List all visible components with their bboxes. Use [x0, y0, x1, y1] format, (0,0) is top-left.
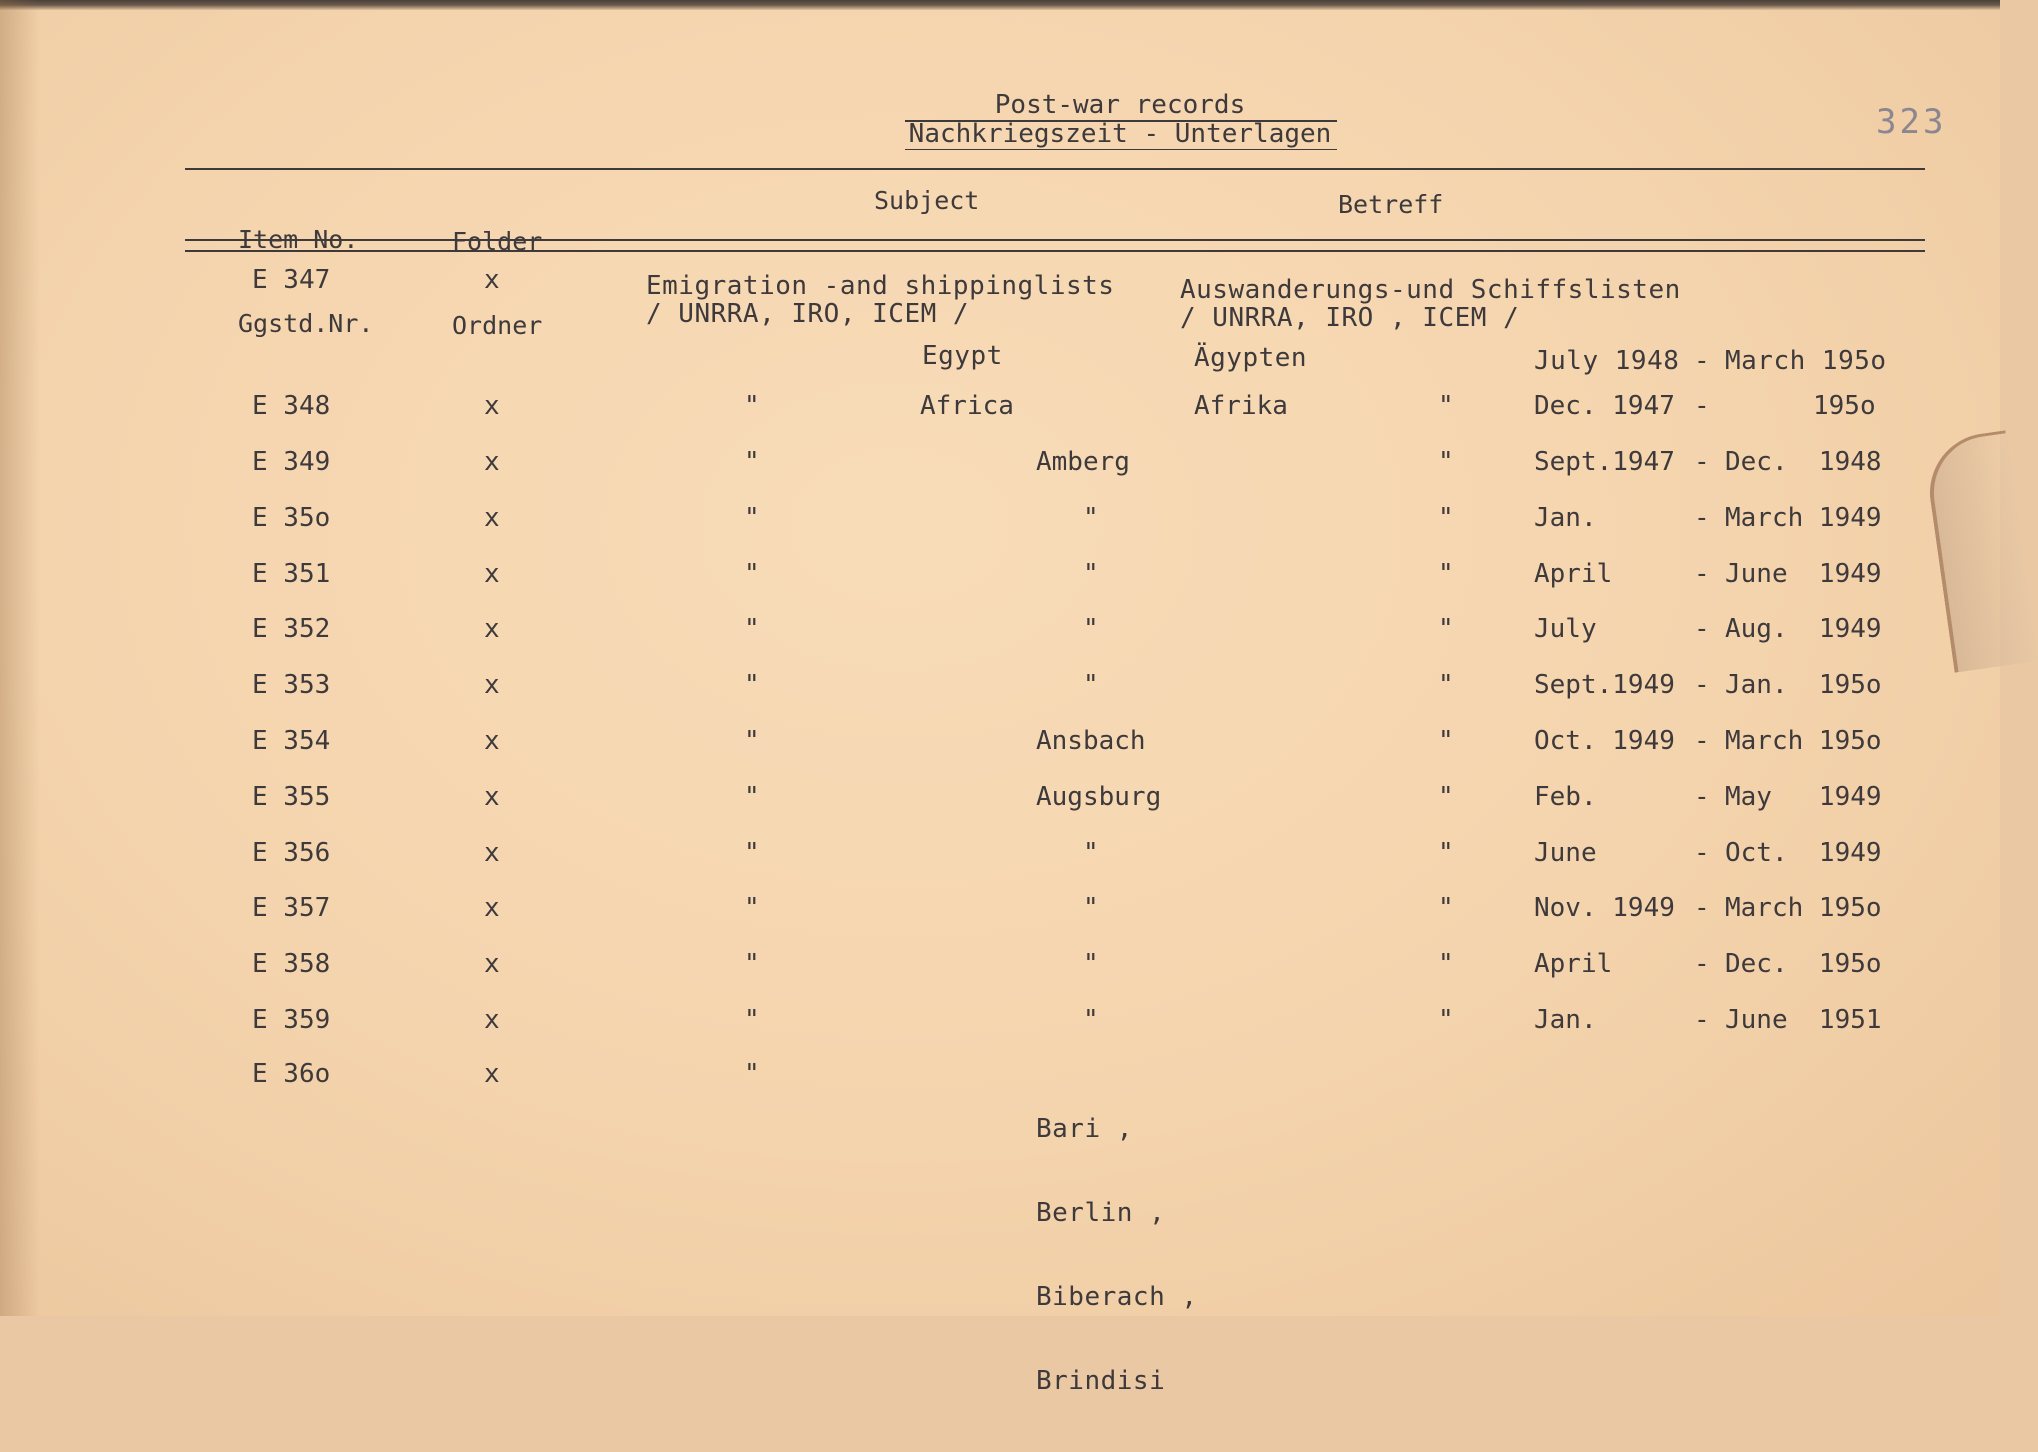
- col-header-item-en: Item No.: [238, 225, 359, 254]
- scan-top-edge: [0, 0, 2000, 10]
- date-from: Dec. 1947: [1534, 391, 1675, 421]
- date-to: Dec. 1948: [1725, 447, 1882, 477]
- country-german: Ägypten: [1194, 343, 1308, 373]
- place-name: ": [1036, 614, 1099, 644]
- date-from: Oct. 1949: [1534, 726, 1675, 756]
- folder-mark: x: [484, 391, 500, 421]
- title-english: Post-war records: [994, 90, 1246, 120]
- date-from: Feb.: [1534, 782, 1597, 812]
- title-german: Nachkriegszeit - Unterlagen: [908, 119, 1332, 149]
- table-row: [0, 781, 2000, 821]
- ditto-mark: ": [744, 670, 760, 700]
- folder-mark: x: [484, 726, 500, 756]
- place-name: ": [1036, 559, 1099, 589]
- col-header-betreff: Betreff: [1338, 190, 1444, 219]
- table-row: [0, 669, 2000, 709]
- date-to: 195o: [1813, 391, 1876, 421]
- folder-mark: x: [484, 949, 500, 979]
- place-name: Ansbach: [1036, 726, 1146, 756]
- col-header-folder-en: Folder: [452, 227, 543, 256]
- table-row: [0, 1058, 2000, 1098]
- date-dash: -: [1694, 503, 1710, 533]
- table-row: [0, 446, 2000, 486]
- folder-mark: x: [484, 265, 500, 295]
- ditto-mark: ": [1438, 503, 1454, 533]
- item-number: E 36o: [252, 1059, 331, 1089]
- folder-mark: x: [484, 614, 500, 644]
- ditto-mark: ": [744, 447, 760, 477]
- table-row: [0, 725, 2000, 765]
- date-dash: -: [1694, 949, 1710, 979]
- place-name: Augsburg: [1036, 782, 1162, 812]
- ditto-mark: ": [1438, 614, 1454, 644]
- place-name: ": [1036, 1005, 1099, 1035]
- place-name: Brindisi: [1036, 1366, 1166, 1396]
- item-number: E 347: [252, 265, 331, 295]
- place-name: Amberg: [1036, 447, 1130, 477]
- ditto-mark: ": [1438, 447, 1454, 477]
- ditto-mark: ": [744, 782, 760, 812]
- folder-mark: x: [484, 447, 500, 477]
- place-name: ": [1036, 838, 1099, 868]
- place-name: Bari ,: [1036, 1114, 1133, 1144]
- date-dash: -: [1694, 559, 1710, 589]
- date-from: April: [1534, 559, 1613, 589]
- folder-mark: x: [484, 838, 500, 868]
- date-to: May 1949: [1725, 782, 1882, 812]
- ditto-mark: ": [744, 1059, 760, 1089]
- date-from: Sept.1949: [1534, 670, 1675, 700]
- date-from: June: [1534, 838, 1597, 868]
- folder-mark: x: [484, 503, 500, 533]
- item-number: E 351: [252, 559, 331, 589]
- ditto-mark: ": [1438, 893, 1454, 923]
- ditto-mark: ": [744, 614, 760, 644]
- date-to: Dec. 195o: [1725, 949, 1882, 979]
- ditto-mark: ": [1438, 391, 1454, 421]
- ditto-mark: ": [1438, 726, 1454, 756]
- date-to: March 195o: [1725, 346, 1887, 376]
- header-bottom-rule-2: [185, 250, 1925, 252]
- item-number: E 358: [252, 949, 331, 979]
- date-from: July: [1534, 614, 1597, 644]
- date-to: Oct. 1949: [1725, 838, 1882, 868]
- item-number: E 354: [252, 726, 331, 756]
- table-row: [0, 613, 2000, 653]
- betreff-line-2: / UNRRA, IRO , ICEM /: [1180, 303, 1520, 333]
- item-number: E 353: [252, 670, 331, 700]
- place-name: Biberach ,: [1036, 1282, 1198, 1312]
- table-row: [0, 948, 2000, 988]
- col-header-subject: Subject: [874, 186, 980, 215]
- place-name: Berlin ,: [1036, 1198, 1166, 1228]
- place-list: [1036, 1059, 1198, 1451]
- ditto-mark: ": [1438, 559, 1454, 589]
- date-dash: -: [1694, 346, 1711, 376]
- date-to: Aug. 1949: [1725, 614, 1882, 644]
- item-number: E 348: [252, 391, 331, 421]
- date-dash: -: [1694, 893, 1710, 923]
- header-bottom-rule: [185, 239, 1925, 241]
- date-dash: -: [1694, 838, 1710, 868]
- date-dash: -: [1694, 782, 1710, 812]
- ditto-mark: ": [744, 559, 760, 589]
- date-to: March 195o: [1725, 726, 1882, 756]
- item-number: E 349: [252, 447, 331, 477]
- table-row: [0, 837, 2000, 877]
- betreff-region: Afrika: [1194, 391, 1288, 421]
- item-number: E 357: [252, 893, 331, 923]
- folder-mark: x: [484, 893, 500, 923]
- ditto-mark: ": [744, 726, 760, 756]
- place-name: ": [1036, 670, 1099, 700]
- date-dash: -: [1694, 1005, 1710, 1035]
- date-from: Jan.: [1534, 1005, 1597, 1035]
- ditto-mark: ": [1438, 949, 1454, 979]
- folder-mark: x: [484, 1005, 500, 1035]
- col-header-item-de: Ggstd.Nr.: [238, 309, 374, 338]
- table-row: [0, 558, 2000, 598]
- place-name: ": [1036, 893, 1099, 923]
- folder-mark: x: [484, 782, 500, 812]
- date-to: Jan. 195o: [1725, 670, 1882, 700]
- date-to: March 1949: [1725, 503, 1882, 533]
- country-english: Egypt: [922, 341, 1003, 371]
- table-row: [0, 502, 2000, 542]
- ditto-mark: ": [744, 1005, 760, 1035]
- date-to: March 195o: [1725, 893, 1882, 923]
- item-number: E 355: [252, 782, 331, 812]
- title-underline-2: [905, 149, 1337, 150]
- ditto-mark: ": [744, 838, 760, 868]
- ditto-mark: ": [1438, 782, 1454, 812]
- subject-line-2: / UNRRA, IRO, ICEM /: [646, 299, 970, 329]
- date-from: April: [1534, 949, 1613, 979]
- header-top-rule: [185, 168, 1925, 170]
- ditto-mark: ": [1438, 1005, 1454, 1035]
- folder-mark: x: [484, 1059, 500, 1089]
- subject-line-1: Emigration -and shippinglists: [646, 271, 1115, 301]
- table-row: [0, 1004, 2000, 1044]
- date-from: July 1948: [1534, 346, 1680, 376]
- scan-left-shadow: [0, 0, 40, 1316]
- item-number: E 359: [252, 1005, 331, 1035]
- date-dash: -: [1694, 447, 1710, 477]
- item-number: E 356: [252, 838, 331, 868]
- date-dash: -: [1694, 670, 1710, 700]
- ditto-mark: ": [1438, 838, 1454, 868]
- ditto-mark: ": [744, 503, 760, 533]
- table-row: [0, 390, 2000, 430]
- date-to: June 1951: [1725, 1005, 1882, 1035]
- date-to: June 1949: [1725, 559, 1882, 589]
- item-number: E 352: [252, 614, 331, 644]
- folder-mark: x: [484, 559, 500, 589]
- table-row: [0, 892, 2000, 932]
- betreff-line-1: Auswanderungs-und Schiffslisten: [1180, 275, 1681, 305]
- date-dash: -: [1694, 391, 1710, 421]
- ditto-mark: ": [744, 949, 760, 979]
- place-name: ": [1036, 949, 1099, 979]
- subject-region: Africa: [920, 391, 1014, 421]
- place-name: ": [1036, 503, 1099, 533]
- col-header-folder-de: Ordner: [452, 311, 543, 340]
- item-number: E 35o: [252, 503, 331, 533]
- ditto-mark: ": [744, 893, 760, 923]
- page-number: 323: [1876, 102, 1947, 142]
- date-from: Nov. 1949: [1534, 893, 1675, 923]
- date-from: Sept.1947: [1534, 447, 1675, 477]
- ditto-mark: ": [744, 391, 760, 421]
- date-dash: -: [1694, 726, 1710, 756]
- ditto-mark: ": [1438, 670, 1454, 700]
- date-dash: -: [1694, 614, 1710, 644]
- folder-mark: x: [484, 670, 500, 700]
- date-from: Jan.: [1534, 503, 1597, 533]
